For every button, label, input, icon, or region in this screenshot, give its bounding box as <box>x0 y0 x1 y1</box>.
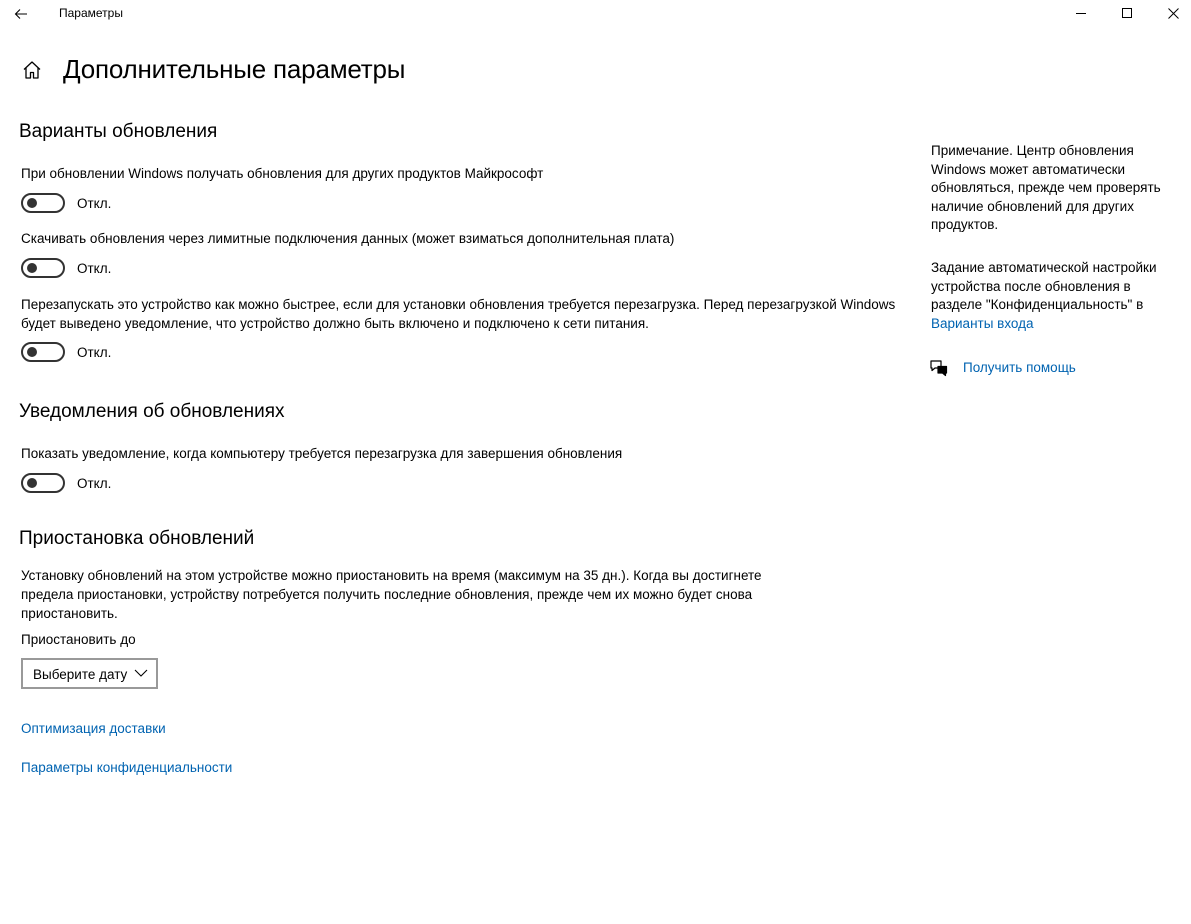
restart-notification-toggle[interactable] <box>21 473 65 493</box>
metered-connection-toggle[interactable] <box>21 258 65 278</box>
toggle-knob <box>27 263 37 273</box>
app-title: Параметры <box>59 6 123 20</box>
restart-notification-state: Откл. <box>77 476 112 491</box>
delivery-optimization-link[interactable]: Оптимизация доставки <box>21 721 166 736</box>
pause-date-select[interactable] <box>21 658 158 689</box>
privacy-settings-link[interactable]: Параметры конфиденциальности <box>21 760 233 775</box>
maximize-button[interactable] <box>1104 0 1150 26</box>
toggle-knob <box>27 478 37 488</box>
sidebar-note: Примечание. Центр обновления Windows может автоматически обновляться, прежде чем проверять наличие обновлений для других продуктов. <box>931 143 1161 232</box>
restart-notification-label: Показать уведомление, когда компьютеру требуется перезагрузка для завершения обновления <box>21 446 623 461</box>
close-icon <box>1168 8 1179 19</box>
sidebar-auto-setup-text: Задание автоматической настройки устройства после обновления в разделе "Конфиденциальность" в <box>931 260 1157 312</box>
update-options-heading: Варианты обновления <box>19 121 218 142</box>
pause-date-value: Выберите дату <box>33 667 128 682</box>
page-title: Дополнительные параметры <box>63 54 406 84</box>
toggle-knob <box>27 347 37 357</box>
update-notifications-heading: Уведомления об обновлениях <box>19 401 285 422</box>
chevron-down-icon <box>134 668 148 678</box>
minimize-button[interactable] <box>1058 0 1104 26</box>
other-products-state: Откл. <box>77 196 112 211</box>
sign-in-options-link[interactable]: Варианты входа <box>931 315 1034 331</box>
title-bar <box>0 0 1191 32</box>
other-products-toggle[interactable] <box>21 193 65 213</box>
restart-asap-toggle[interactable] <box>21 342 65 362</box>
pause-until-label: Приостановить до <box>21 632 136 647</box>
back-button[interactable] <box>0 0 42 28</box>
restart-asap-state: Откл. <box>77 345 112 360</box>
metered-connection-label: Скачивать обновления через лимитные подключения данных (может взиматься дополнительная плата) <box>21 231 675 246</box>
home-icon <box>22 60 42 80</box>
toggle-knob <box>27 198 37 208</box>
other-products-label: При обновлении Windows получать обновления для других продуктов Майкрософт <box>21 166 544 181</box>
maximize-icon <box>1122 8 1132 18</box>
pause-updates-description: Установку обновлений на этом устройстве можно приостановить на время (максимум на 35 дн.). Когда вы достигнете предела приостановки, устройству потребуется получить последние обновления, прежде чем их можно будет снова приостановить. <box>21 568 762 621</box>
restart-asap-label: Перезапускать это устройство как можно быстрее, если для установки обновления требуется перезагрузка. Перед перезагрузкой Windows будет выведено уведомление, что устройство должно быть включено и подключено к сети питания. <box>21 297 896 331</box>
sidebar-auto-setup <box>931 259 1176 333</box>
back-arrow-icon <box>14 8 28 20</box>
minimize-icon <box>1076 8 1086 18</box>
get-help-label: Получить помощь <box>963 360 1076 375</box>
pause-updates-heading: Приостановка обновлений <box>19 528 255 549</box>
chat-bubbles-icon <box>929 358 949 378</box>
close-button[interactable] <box>1150 0 1191 26</box>
home-button[interactable] <box>18 56 46 84</box>
metered-connection-state: Откл. <box>77 261 112 276</box>
